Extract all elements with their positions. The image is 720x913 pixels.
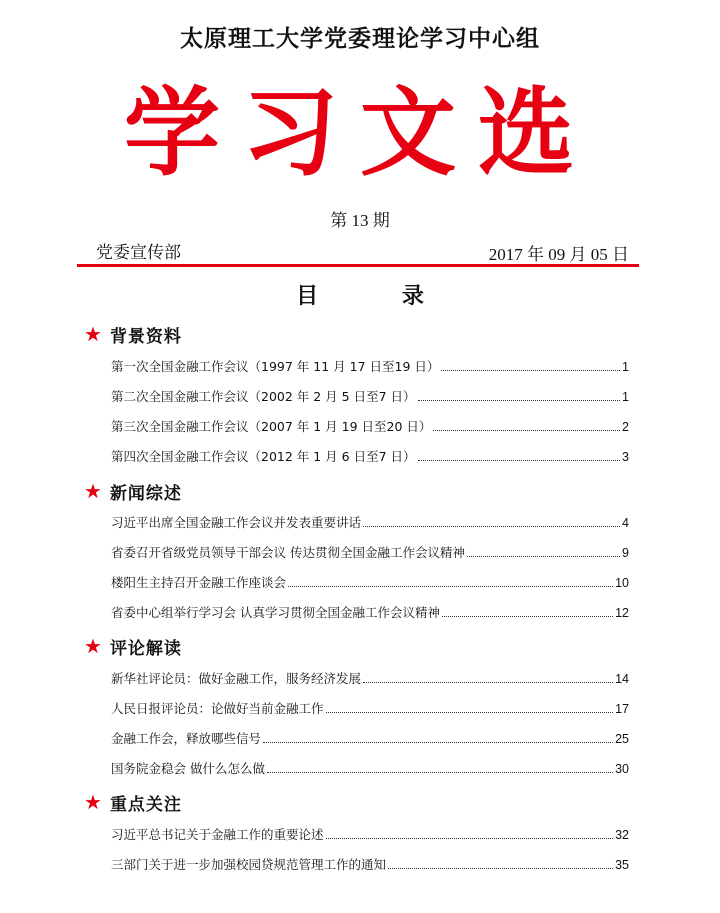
toc-entry-title: 第一次全国金融工作会议（1997 年 11 月 17 日至19 日） bbox=[111, 359, 440, 374]
dot-leader bbox=[418, 460, 621, 461]
toc-entry-page: 17 bbox=[615, 702, 629, 716]
toc-entry[interactable] bbox=[111, 513, 629, 531]
toc-section-commentary bbox=[84, 634, 182, 658]
dot-leader bbox=[326, 838, 614, 839]
red-star-icon: ★ bbox=[84, 479, 102, 503]
section-label: 重点关注 bbox=[109, 794, 182, 815]
toc-section-news bbox=[84, 479, 182, 503]
toc-entry-page: 2 bbox=[622, 420, 629, 434]
red-star-icon: ★ bbox=[84, 790, 102, 814]
toc-entry[interactable] bbox=[111, 759, 629, 777]
dot-leader bbox=[263, 742, 613, 743]
header-divider bbox=[77, 264, 639, 267]
red-star-icon: ★ bbox=[84, 634, 102, 658]
toc-entry-page: 25 bbox=[615, 732, 629, 746]
toc-entry-page: 10 bbox=[615, 576, 629, 590]
dot-leader bbox=[433, 430, 620, 431]
toc-entry-title: 第四次全国金融工作会议（2012 年 1 月 6 日至7 日） bbox=[111, 449, 416, 464]
toc-entry[interactable] bbox=[111, 447, 629, 465]
toc-entry[interactable] bbox=[111, 357, 629, 375]
toc-entry[interactable] bbox=[111, 543, 629, 561]
publication-date: 2017 年 09 月 05 日 bbox=[488, 245, 629, 264]
toc-entry-title: 三部门关于进一步加强校园贷规范管理工作的通知 bbox=[111, 857, 387, 872]
toc-entry-page: 4 bbox=[622, 516, 629, 530]
organization-name: 太原理工大学党委理论学习中心组 bbox=[180, 26, 540, 52]
toc-entry-page: 35 bbox=[615, 858, 629, 872]
dot-leader bbox=[441, 370, 620, 371]
toc-entry-title: 金融工作会，释放哪些信号 bbox=[111, 731, 262, 746]
dot-leader bbox=[267, 772, 613, 773]
toc-entry-title: 习近平总书记关于金融工作的重要论述 bbox=[111, 827, 324, 842]
toc-entry-title: 新华社评论员：做好金融工作，服务经济发展 bbox=[111, 671, 362, 686]
section-label: 评论解读 bbox=[109, 638, 182, 659]
toc-entry[interactable] bbox=[111, 729, 629, 747]
toc-entry[interactable] bbox=[111, 855, 629, 873]
toc-entry-title: 省委中心组举行学习会 认真学习贯彻全国金融工作会议精神 bbox=[111, 605, 440, 620]
dot-leader bbox=[326, 712, 614, 713]
toc-entry-page: 1 bbox=[622, 390, 629, 404]
toc-entry-page: 1 bbox=[622, 360, 629, 374]
dot-leader bbox=[288, 586, 613, 587]
dot-leader bbox=[363, 682, 613, 683]
toc-entry[interactable] bbox=[111, 387, 629, 405]
section-label: 新闻综述 bbox=[109, 483, 182, 504]
toc-entry-page: 14 bbox=[615, 672, 629, 686]
toc-entry-page: 9 bbox=[622, 546, 629, 560]
toc-entry-title: 第二次全国金融工作会议（2002 年 2 月 5 日至7 日） bbox=[111, 389, 416, 404]
toc-entry[interactable] bbox=[111, 825, 629, 843]
red-star-icon: ★ bbox=[84, 322, 102, 346]
toc-entry-title: 国务院金稳会 做什么怎么做 bbox=[111, 761, 265, 776]
toc-entry[interactable] bbox=[111, 573, 629, 591]
dot-leader bbox=[418, 400, 621, 401]
publication-title: 学习文选 bbox=[124, 76, 596, 189]
toc-entry-title: 省委召开省级党员领导干部会议 传达贯彻全国金融工作会议精神 bbox=[111, 545, 465, 560]
toc-entry-page: 3 bbox=[622, 450, 629, 464]
toc-entry-title: 习近平出席全国金融工作会议并发表重要讲话 bbox=[111, 515, 362, 530]
toc-title: 目 录 bbox=[296, 283, 462, 309]
issue-number: 第 13 期 bbox=[330, 211, 390, 230]
dot-leader bbox=[467, 556, 620, 557]
dot-leader bbox=[388, 868, 613, 869]
dot-leader bbox=[442, 616, 613, 617]
toc-section-focus bbox=[84, 790, 182, 814]
toc-entry[interactable] bbox=[111, 603, 629, 621]
toc-entry[interactable] bbox=[111, 417, 629, 435]
toc-entry[interactable] bbox=[111, 669, 629, 687]
toc-entry-title: 楼阳生主持召开金融工作座谈会 bbox=[111, 575, 287, 590]
toc-entry[interactable] bbox=[111, 699, 629, 717]
toc-section-background bbox=[84, 322, 182, 346]
department-name: 党委宣传部 bbox=[96, 243, 181, 263]
section-label: 背景资料 bbox=[109, 326, 182, 347]
toc-entry-page: 32 bbox=[615, 828, 629, 842]
toc-entry-title: 第三次全国金融工作会议（2007 年 1 月 19 日至20 日） bbox=[111, 419, 432, 434]
dot-leader bbox=[363, 526, 620, 527]
toc-entry-title: 人民日报评论员：论做好当前金融工作 bbox=[111, 701, 324, 716]
toc-entry-page: 30 bbox=[615, 762, 629, 776]
toc-entry-page: 12 bbox=[615, 606, 629, 620]
